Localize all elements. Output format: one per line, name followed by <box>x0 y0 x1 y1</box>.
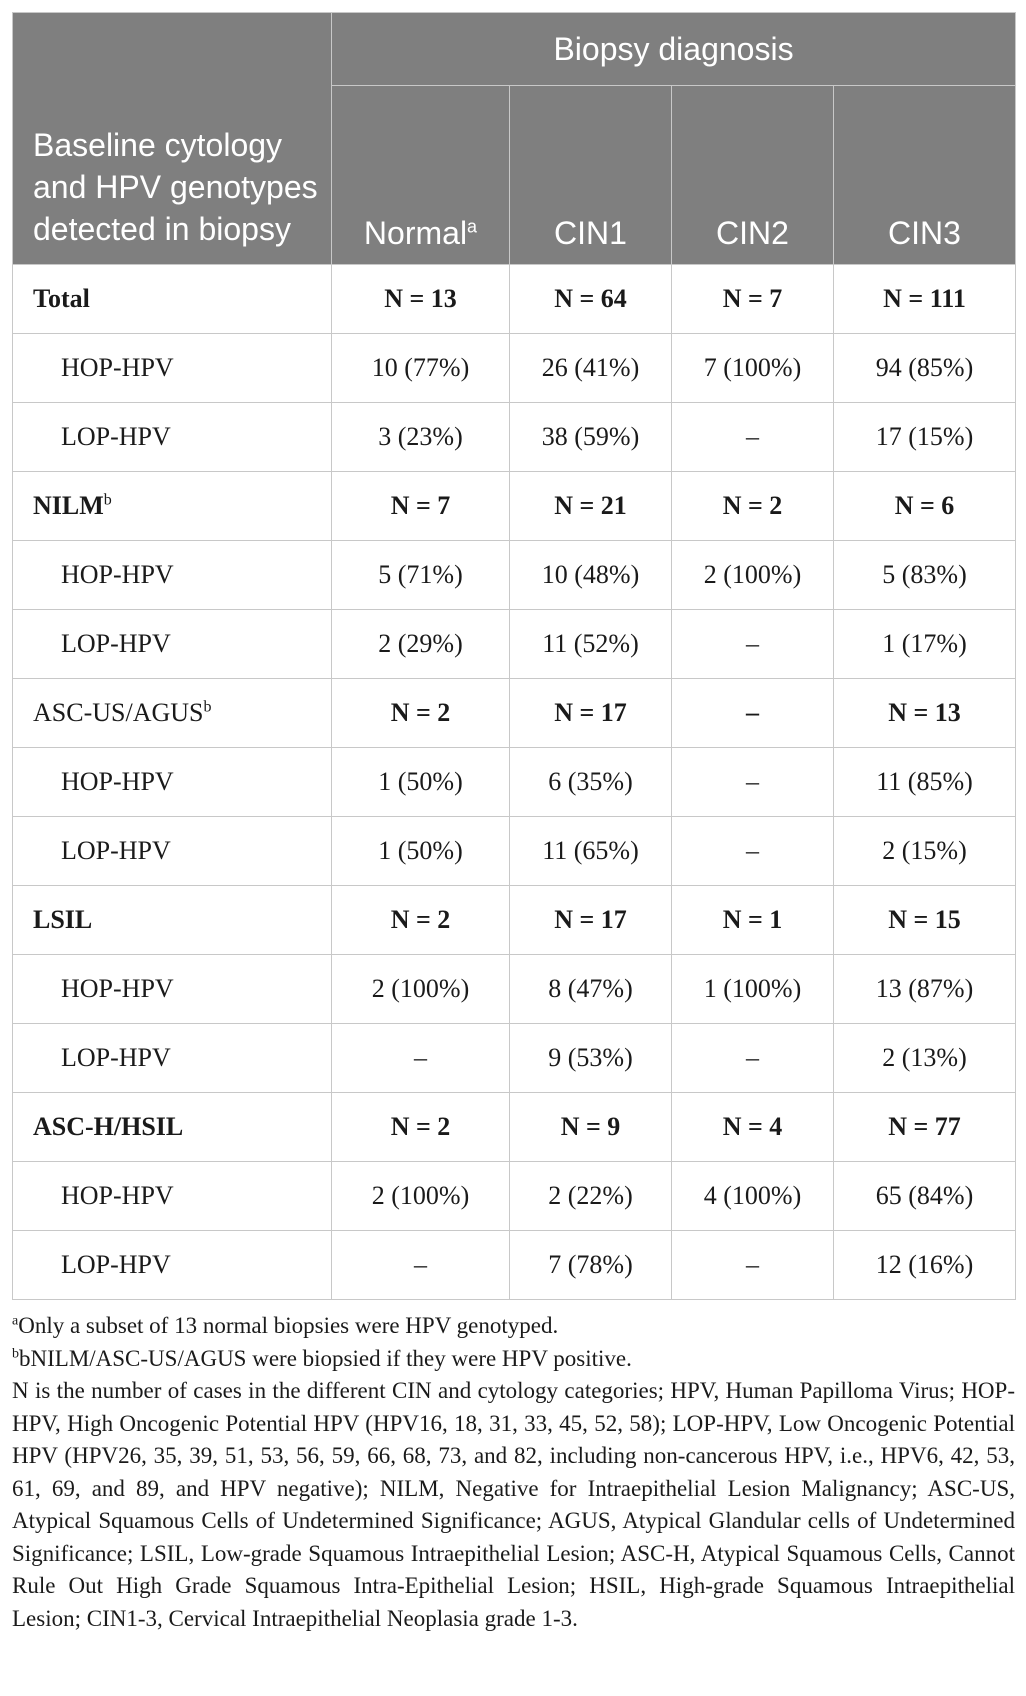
subcategory-row <box>13 334 1016 403</box>
footnote-a <box>12 1310 1015 1343</box>
table-cell: N = 7 <box>672 265 834 334</box>
table-cell: 2 (100%) <box>332 955 510 1024</box>
table-cell: N = 2 <box>332 1093 510 1162</box>
table-cell: – <box>672 610 834 679</box>
table-container <box>12 12 1015 1635</box>
table-cell: 9 (53%) <box>510 1024 672 1093</box>
footnote-marker: a <box>12 1313 19 1329</box>
row-label-text: NILM <box>33 491 104 520</box>
table-cell: 94 (85%) <box>834 334 1016 403</box>
table-cell: 5 (71%) <box>332 541 510 610</box>
row-label <box>13 472 332 541</box>
table-header <box>13 13 1016 265</box>
row-label <box>13 1093 332 1162</box>
footnote-marker: b <box>103 491 112 509</box>
table-cell: 11 (65%) <box>510 817 672 886</box>
footnote-marker: a <box>467 216 478 237</box>
subcategory-row <box>13 955 1016 1024</box>
row-label-text: HOP-HPV <box>61 353 174 382</box>
row-label-text: Total <box>33 284 90 313</box>
footnote-marker: b <box>203 698 212 716</box>
group-header: Biopsy diagnosis <box>332 13 1016 86</box>
footnote-text: bNILM/ASC-US/AGUS were biopsied if they were HPV positive. <box>19 1345 632 1371</box>
table-cell: N = 21 <box>510 472 672 541</box>
row-label-text: HOP-HPV <box>61 767 174 796</box>
table-cell: 10 (48%) <box>510 541 672 610</box>
results-table <box>12 12 1016 1300</box>
row-label <box>13 334 332 403</box>
table-cell: N = 4 <box>672 1093 834 1162</box>
subcategory-row <box>13 1231 1016 1300</box>
table-cell: 26 (41%) <box>510 334 672 403</box>
table-cell: 2 (29%) <box>332 610 510 679</box>
table-cell: N = 9 <box>510 1093 672 1162</box>
row-label <box>13 679 332 748</box>
row-label-text: LSIL <box>33 905 93 934</box>
table-cell: – <box>672 1024 834 1093</box>
subcategory-row <box>13 1162 1016 1231</box>
table-cell: 13 (87%) <box>834 955 1016 1024</box>
table-cell: 4 (100%) <box>672 1162 834 1231</box>
table-cell: 2 (22%) <box>510 1162 672 1231</box>
column-header-cin3 <box>834 86 1016 265</box>
table-cell: N = 13 <box>834 679 1016 748</box>
table-cell: N = 1 <box>672 886 834 955</box>
table-cell: 1 (17%) <box>834 610 1016 679</box>
footnote-text: Only a subset of 13 normal biopsies were HPV genotyped. <box>18 1313 559 1338</box>
table-cell: 38 (59%) <box>510 403 672 472</box>
row-label-text: HOP-HPV <box>61 1181 174 1210</box>
row-label <box>13 541 332 610</box>
subcategory-row <box>13 1024 1016 1093</box>
table-cell: 7 (78%) <box>510 1231 672 1300</box>
table-cell: N = 64 <box>510 265 672 334</box>
category-row <box>13 1093 1016 1162</box>
table-cell: N = 17 <box>510 886 672 955</box>
table-cell: N = 6 <box>834 472 1016 541</box>
row-label <box>13 265 332 334</box>
row-label-text: LOP-HPV <box>61 422 171 451</box>
row-label <box>13 1162 332 1231</box>
row-label-text: HOP-HPV <box>61 974 174 1003</box>
column-header-label: CIN2 <box>716 215 789 251</box>
column-header-cin2 <box>672 86 834 265</box>
row-label-text: ASC-US/AGUS <box>33 698 204 727</box>
row-label <box>13 403 332 472</box>
table-body <box>13 265 1016 1300</box>
table-cell: – <box>332 1024 510 1093</box>
table-cell: 10 (77%) <box>332 334 510 403</box>
table-cell: 1 (100%) <box>672 955 834 1024</box>
table-cell: N = 2 <box>332 679 510 748</box>
row-label <box>13 610 332 679</box>
table-cell: – <box>672 1231 834 1300</box>
table-cell: N = 111 <box>834 265 1016 334</box>
table-cell: 11 (52%) <box>510 610 672 679</box>
row-label-text: ASC-H/HSIL <box>33 1112 184 1141</box>
table-cell: 6 (35%) <box>510 748 672 817</box>
table-cell: 11 (85%) <box>834 748 1016 817</box>
row-label <box>13 748 332 817</box>
table-cell: N = 7 <box>332 472 510 541</box>
table-cell: 3 (23%) <box>332 403 510 472</box>
subcategory-row <box>13 748 1016 817</box>
table-cell: 2 (15%) <box>834 817 1016 886</box>
subcategory-row <box>13 817 1016 886</box>
row-label-header: Baseline cytology and HPV genotypes detected in biopsy <box>13 13 332 265</box>
footnotes <box>12 1310 1015 1635</box>
table-cell: 2 (100%) <box>672 541 834 610</box>
category-row <box>13 886 1016 955</box>
footnote-b <box>12 1343 1015 1376</box>
table-cell: – <box>672 679 834 748</box>
table-cell: N = 17 <box>510 679 672 748</box>
category-row <box>13 472 1016 541</box>
subcategory-row <box>13 403 1016 472</box>
column-header-normal <box>332 86 510 265</box>
table-cell: 12 (16%) <box>834 1231 1016 1300</box>
subcategory-row <box>13 610 1016 679</box>
column-header-label: Normal <box>363 215 468 251</box>
column-header-cin1 <box>510 86 672 265</box>
row-label <box>13 1231 332 1300</box>
footnote-marker: b <box>12 1345 19 1361</box>
table-cell: 1 (50%) <box>332 748 510 817</box>
table-cell: – <box>672 403 834 472</box>
category-row <box>13 679 1016 748</box>
row-label-text: LOP-HPV <box>61 1250 171 1279</box>
row-label <box>13 817 332 886</box>
row-label-text: HOP-HPV <box>61 560 174 589</box>
table-cell: N = 2 <box>332 886 510 955</box>
table-cell: – <box>672 748 834 817</box>
table-cell: 7 (100%) <box>672 334 834 403</box>
row-label-text: LOP-HPV <box>61 629 171 658</box>
subcategory-row <box>13 541 1016 610</box>
row-label <box>13 1024 332 1093</box>
table-cell: N = 13 <box>332 265 510 334</box>
table-cell: 1 (50%) <box>332 817 510 886</box>
table-cell: 8 (47%) <box>510 955 672 1024</box>
table-cell: 65 (84%) <box>834 1162 1016 1231</box>
row-label <box>13 955 332 1024</box>
table-cell: N = 77 <box>834 1093 1016 1162</box>
table-cell: N = 15 <box>834 886 1016 955</box>
row-label-text: LOP-HPV <box>61 1043 171 1072</box>
row-label <box>13 886 332 955</box>
table-cell: 17 (15%) <box>834 403 1016 472</box>
table-cell: 5 (83%) <box>834 541 1016 610</box>
table-cell: – <box>672 817 834 886</box>
table-cell: – <box>332 1231 510 1300</box>
table-cell: 2 (13%) <box>834 1024 1016 1093</box>
row-label-text: LOP-HPV <box>61 836 171 865</box>
column-header-label: CIN3 <box>888 215 961 251</box>
abbreviations-note: N is the number of cases in the different CIN and cytology categories; HPV, Human Papilloma Virus; HOP-HPV, High Oncogenic Potential HPV (HPV16, 18, 31, 33, 45, 52, 58); LOP-HPV, Low Oncogenic Potential HPV (HPV26, 35, 39, 51, 53, 56, 59, 66, 68, 73, and 82, including non-cancerous HPV, i.e., HPV6, 42, 53, 61, 69, and 89, and HPV negative); NILM, Negative for Intraepithelial Lesion Malignancy; ASC-US, Atypical Squamous Cells of Undetermined Significance; AGUS, Atypical Glandular cells of Undetermined Significance; LSIL, Low-grade Squamous Intraepithelial Lesion; ASC-H, Atypical Squamous Cells, Cannot Rule Out High Grade Squamous Intra-Epithelial Lesion; HSIL, High-grade Squamous Intraepithelial Lesion; CIN1-3, Cervical Intraepithelial Neoplasia grade 1-3. <box>12 1378 1015 1631</box>
table-cell: 2 (100%) <box>332 1162 510 1231</box>
category-row <box>13 265 1016 334</box>
column-header-label: CIN1 <box>554 215 627 251</box>
table-cell: N = 2 <box>672 472 834 541</box>
